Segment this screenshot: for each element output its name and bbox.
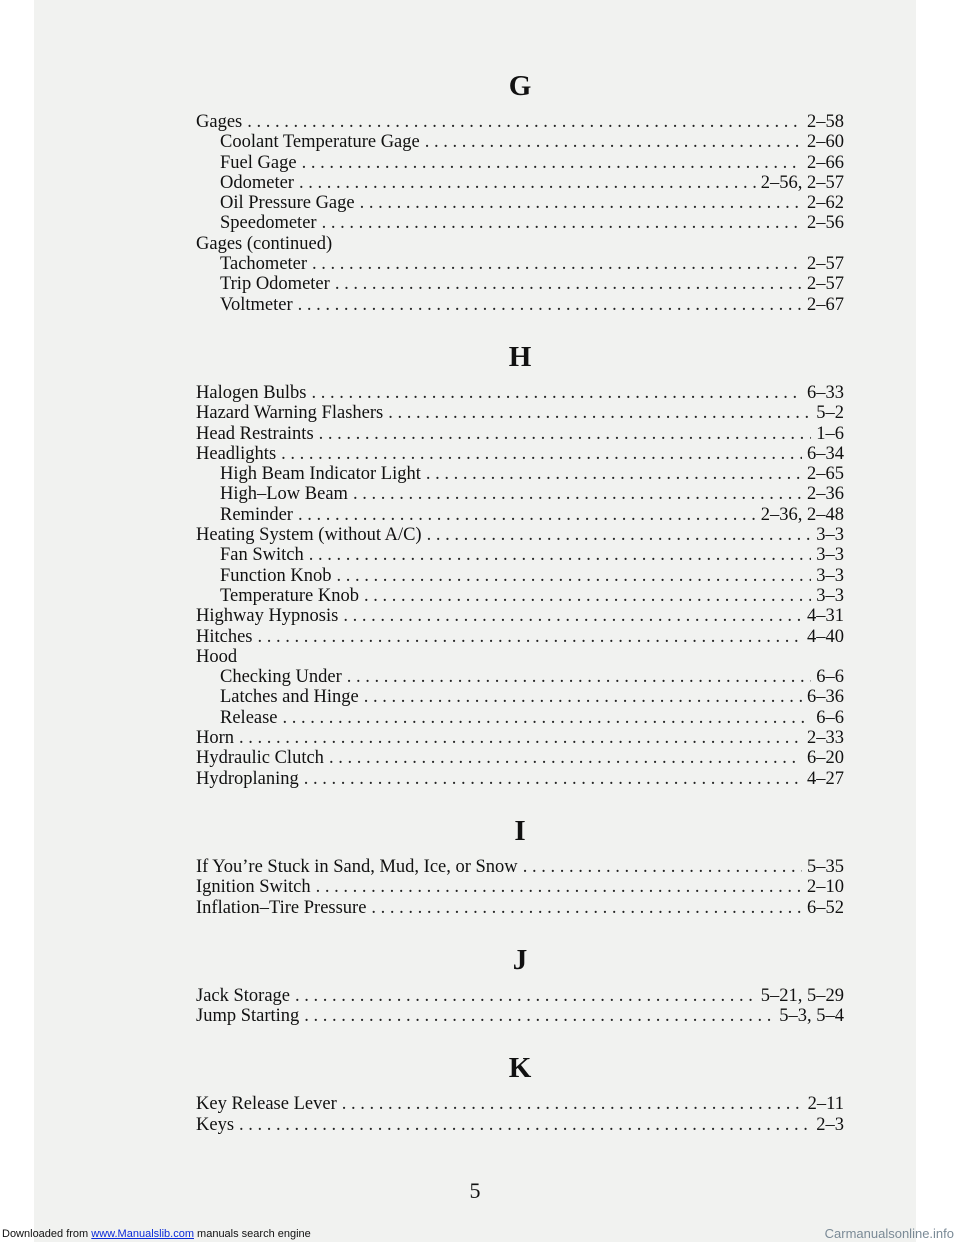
- index-entry: [196, 748, 844, 768]
- entry-label: Fan Switch: [220, 545, 304, 566]
- index-listing: [196, 66, 844, 1157]
- dot-leader: [343, 606, 802, 626]
- document-page: [34, 0, 916, 1242]
- index-entry: [196, 986, 844, 1006]
- dot-leader: [281, 444, 802, 464]
- entry-label: Fuel Gage: [220, 152, 297, 173]
- entry-page-ref: 6–34: [807, 443, 844, 464]
- index-entry: [196, 545, 844, 565]
- entry-page-ref: 2–33: [807, 728, 844, 749]
- entry-label: Hood: [196, 646, 238, 667]
- entry-page-ref: 5–35: [807, 856, 844, 877]
- section-entries: [196, 112, 844, 315]
- entry-label: Release: [220, 707, 278, 728]
- section-letter: K: [508, 1052, 532, 1085]
- entry-label: Head Restraints: [196, 423, 314, 444]
- entry-page-ref: 2–11: [807, 1094, 844, 1115]
- footer-suffix: manuals search engine: [193, 1228, 311, 1240]
- entry-label: Trip Odometer: [220, 274, 330, 295]
- entry-page-ref: 2–62: [807, 193, 844, 214]
- dot-leader: [312, 254, 802, 274]
- entry-page-ref: 2–67: [807, 294, 844, 315]
- entry-page-ref: 2–36, 2–48: [760, 504, 844, 525]
- entry-label: Coolant Temperature Gage: [220, 132, 420, 153]
- entry-page-ref: 6–36: [807, 687, 844, 708]
- dot-leader: [316, 877, 802, 897]
- page-number: 5: [469, 1178, 481, 1203]
- entry-page-ref: 1–6: [816, 423, 844, 444]
- section-letter: G: [508, 70, 532, 102]
- section-entries: [196, 383, 844, 789]
- entry-page-ref: 2–65: [807, 464, 844, 485]
- dot-leader: [309, 545, 811, 565]
- index-section-h: [196, 337, 844, 789]
- dot-leader: [295, 986, 756, 1006]
- dot-leader: [239, 728, 802, 748]
- download-footer: [0, 1228, 960, 1242]
- index-section-i: [196, 811, 844, 918]
- entry-page-ref: 2–60: [807, 132, 844, 153]
- index-entry: [196, 464, 844, 484]
- footer-source: [2, 1228, 311, 1240]
- entry-label: Hydraulic Clutch: [196, 748, 324, 769]
- dot-leader: [371, 898, 802, 918]
- entry-page-ref: 6–33: [807, 382, 844, 403]
- entry-label: Temperature Knob: [220, 585, 359, 606]
- entry-label: Jack Storage: [196, 985, 291, 1006]
- entry-label: Odometer: [220, 172, 294, 193]
- dot-leader: [283, 708, 812, 728]
- dot-leader: [347, 667, 811, 687]
- entry-page-ref: 2–57: [807, 254, 844, 275]
- entry-label: Hitches: [196, 626, 253, 647]
- dot-leader: [360, 193, 802, 213]
- entry-page-ref: 5–3, 5–4: [779, 1006, 844, 1027]
- entry-page-ref: 6–52: [807, 897, 844, 918]
- dot-leader: [299, 173, 756, 193]
- dot-leader: [337, 566, 812, 586]
- index-entry: [196, 898, 844, 918]
- dot-leader: [427, 525, 812, 545]
- dot-leader: [388, 403, 811, 423]
- entry-page-ref: 3–3: [816, 585, 844, 606]
- section-letter: I: [514, 814, 526, 847]
- entry-label: Reminder: [220, 504, 293, 525]
- entry-label: Ignition Switch: [196, 877, 311, 898]
- index-entry: [196, 687, 844, 707]
- index-entry: [196, 295, 844, 315]
- dot-leader: [304, 1006, 774, 1026]
- index-entry: [196, 769, 844, 789]
- index-entry: [196, 444, 844, 464]
- entry-page-ref: 4–31: [807, 606, 844, 627]
- index-entry: [196, 173, 844, 193]
- entry-page-ref: 3–3: [816, 525, 844, 546]
- entry-label: Checking Under: [220, 667, 342, 688]
- index-entry: [196, 606, 844, 626]
- entry-label: Latches and Hinge: [220, 687, 359, 708]
- entry-page-ref: 2–56, 2–57: [760, 172, 844, 193]
- entry-page-ref: 5–2: [816, 403, 844, 424]
- entry-label: Headlights: [196, 443, 277, 464]
- entry-label: Gages: [196, 112, 243, 132]
- dot-leader: [302, 153, 802, 173]
- index-entry: [196, 627, 844, 647]
- entry-label: Jump Starting: [196, 1006, 300, 1027]
- index-entry: [196, 112, 844, 132]
- index-entry: [196, 1094, 844, 1114]
- entry-label: Key Release Lever: [196, 1094, 337, 1115]
- index-entry: [196, 728, 844, 748]
- manualslib-link[interactable]: www.Manualslib.com: [91, 1228, 194, 1240]
- index-entry: [196, 254, 844, 274]
- footer-prefix: Downloaded from: [2, 1228, 92, 1240]
- entry-label: If You’re Stuck in Sand, Mud, Ice, or Snow: [196, 856, 518, 877]
- entry-label: Heating System (without A/C): [196, 525, 422, 546]
- entry-page-ref: 2–10: [807, 877, 844, 898]
- entry-label: Hazard Warning Flashers: [196, 403, 384, 424]
- entry-label: Horn: [196, 728, 235, 749]
- entry-label: Hydroplaning: [196, 768, 299, 789]
- dot-leader: [426, 464, 802, 484]
- dot-leader: [425, 132, 802, 152]
- index-section-k: [196, 1048, 844, 1135]
- index-entry: [196, 153, 844, 173]
- entry-page-ref: 6–20: [807, 748, 844, 769]
- watermark: Carmanualsonline.info: [824, 1226, 954, 1241]
- index-section-g: [196, 66, 844, 315]
- index-entry: [196, 213, 844, 233]
- index-section-j: [196, 940, 844, 1027]
- entry-label: Speedometer: [220, 213, 317, 234]
- dot-leader: [258, 627, 802, 647]
- dot-leader: [239, 1115, 811, 1135]
- dot-leader: [523, 857, 802, 877]
- entry-label: Inflation–Tire Pressure: [196, 897, 367, 918]
- entry-page-ref: 2–57: [807, 274, 844, 295]
- dot-leader: [364, 687, 802, 707]
- entry-page-ref: 4–27: [807, 768, 844, 789]
- entry-label: Gages (continued): [196, 233, 333, 254]
- entry-page-ref: 4–40: [807, 626, 844, 647]
- section-letter: H: [508, 340, 532, 373]
- entry-label: High–Low Beam: [220, 484, 348, 505]
- index-entry: [196, 1115, 844, 1135]
- entry-page-ref: 2–56: [807, 213, 844, 234]
- entry-label: Keys: [196, 1114, 235, 1135]
- entry-label: High Beam Indicator Light: [220, 464, 421, 485]
- entry-page-ref: 5–21, 5–29: [760, 985, 844, 1006]
- dot-leader: [335, 274, 802, 294]
- entry-page-ref: 2–36: [807, 484, 844, 505]
- index-entry: [196, 383, 844, 403]
- dot-leader: [319, 424, 812, 444]
- index-entry: [196, 667, 844, 687]
- entry-label: Function Knob: [220, 565, 332, 586]
- dot-leader: [353, 484, 802, 504]
- entry-label: Voltmeter: [220, 294, 293, 315]
- dot-leader: [247, 112, 802, 132]
- index-entry: [196, 424, 844, 444]
- index-entry: [196, 877, 844, 897]
- index-entry: [196, 132, 844, 152]
- index-entry: [196, 708, 844, 728]
- dot-leader: [298, 295, 802, 315]
- index-entry: [196, 566, 844, 586]
- entry-label: Oil Pressure Gage: [220, 193, 355, 214]
- section-entries: [196, 986, 844, 1027]
- dot-leader: [329, 748, 802, 768]
- dot-leader: [322, 213, 802, 233]
- entry-page-ref: 6–6: [816, 707, 844, 728]
- index-entry: [196, 403, 844, 423]
- index-entry: [196, 274, 844, 294]
- dot-leader: [311, 383, 802, 403]
- dot-leader: [304, 769, 802, 789]
- section-letter: J: [512, 943, 528, 976]
- index-entry: [196, 193, 844, 213]
- dot-leader: [364, 586, 811, 606]
- index-entry: [196, 647, 844, 667]
- index-entry: [196, 586, 844, 606]
- entry-page-ref: 3–3: [816, 545, 844, 566]
- index-entry: [196, 484, 844, 504]
- section-entries: [196, 1094, 844, 1135]
- entry-page-ref: 2–66: [807, 152, 844, 173]
- entry-label: Tachometer: [220, 254, 308, 275]
- index-entry: [196, 1006, 844, 1026]
- index-entry: [196, 857, 844, 877]
- section-entries: [196, 857, 844, 918]
- index-entry: [196, 234, 844, 254]
- entry-page-ref: 2–58: [807, 112, 844, 132]
- index-entry: [196, 525, 844, 545]
- entry-page-ref: 2–3: [816, 1114, 844, 1135]
- dot-leader: [298, 505, 756, 525]
- entry-label: Highway Hypnosis: [196, 606, 339, 627]
- entry-label: Halogen Bulbs: [196, 382, 307, 403]
- entry-page-ref: 6–6: [816, 667, 844, 688]
- index-entry: [196, 505, 844, 525]
- dot-leader: [342, 1094, 803, 1114]
- entry-page-ref: 3–3: [816, 565, 844, 586]
